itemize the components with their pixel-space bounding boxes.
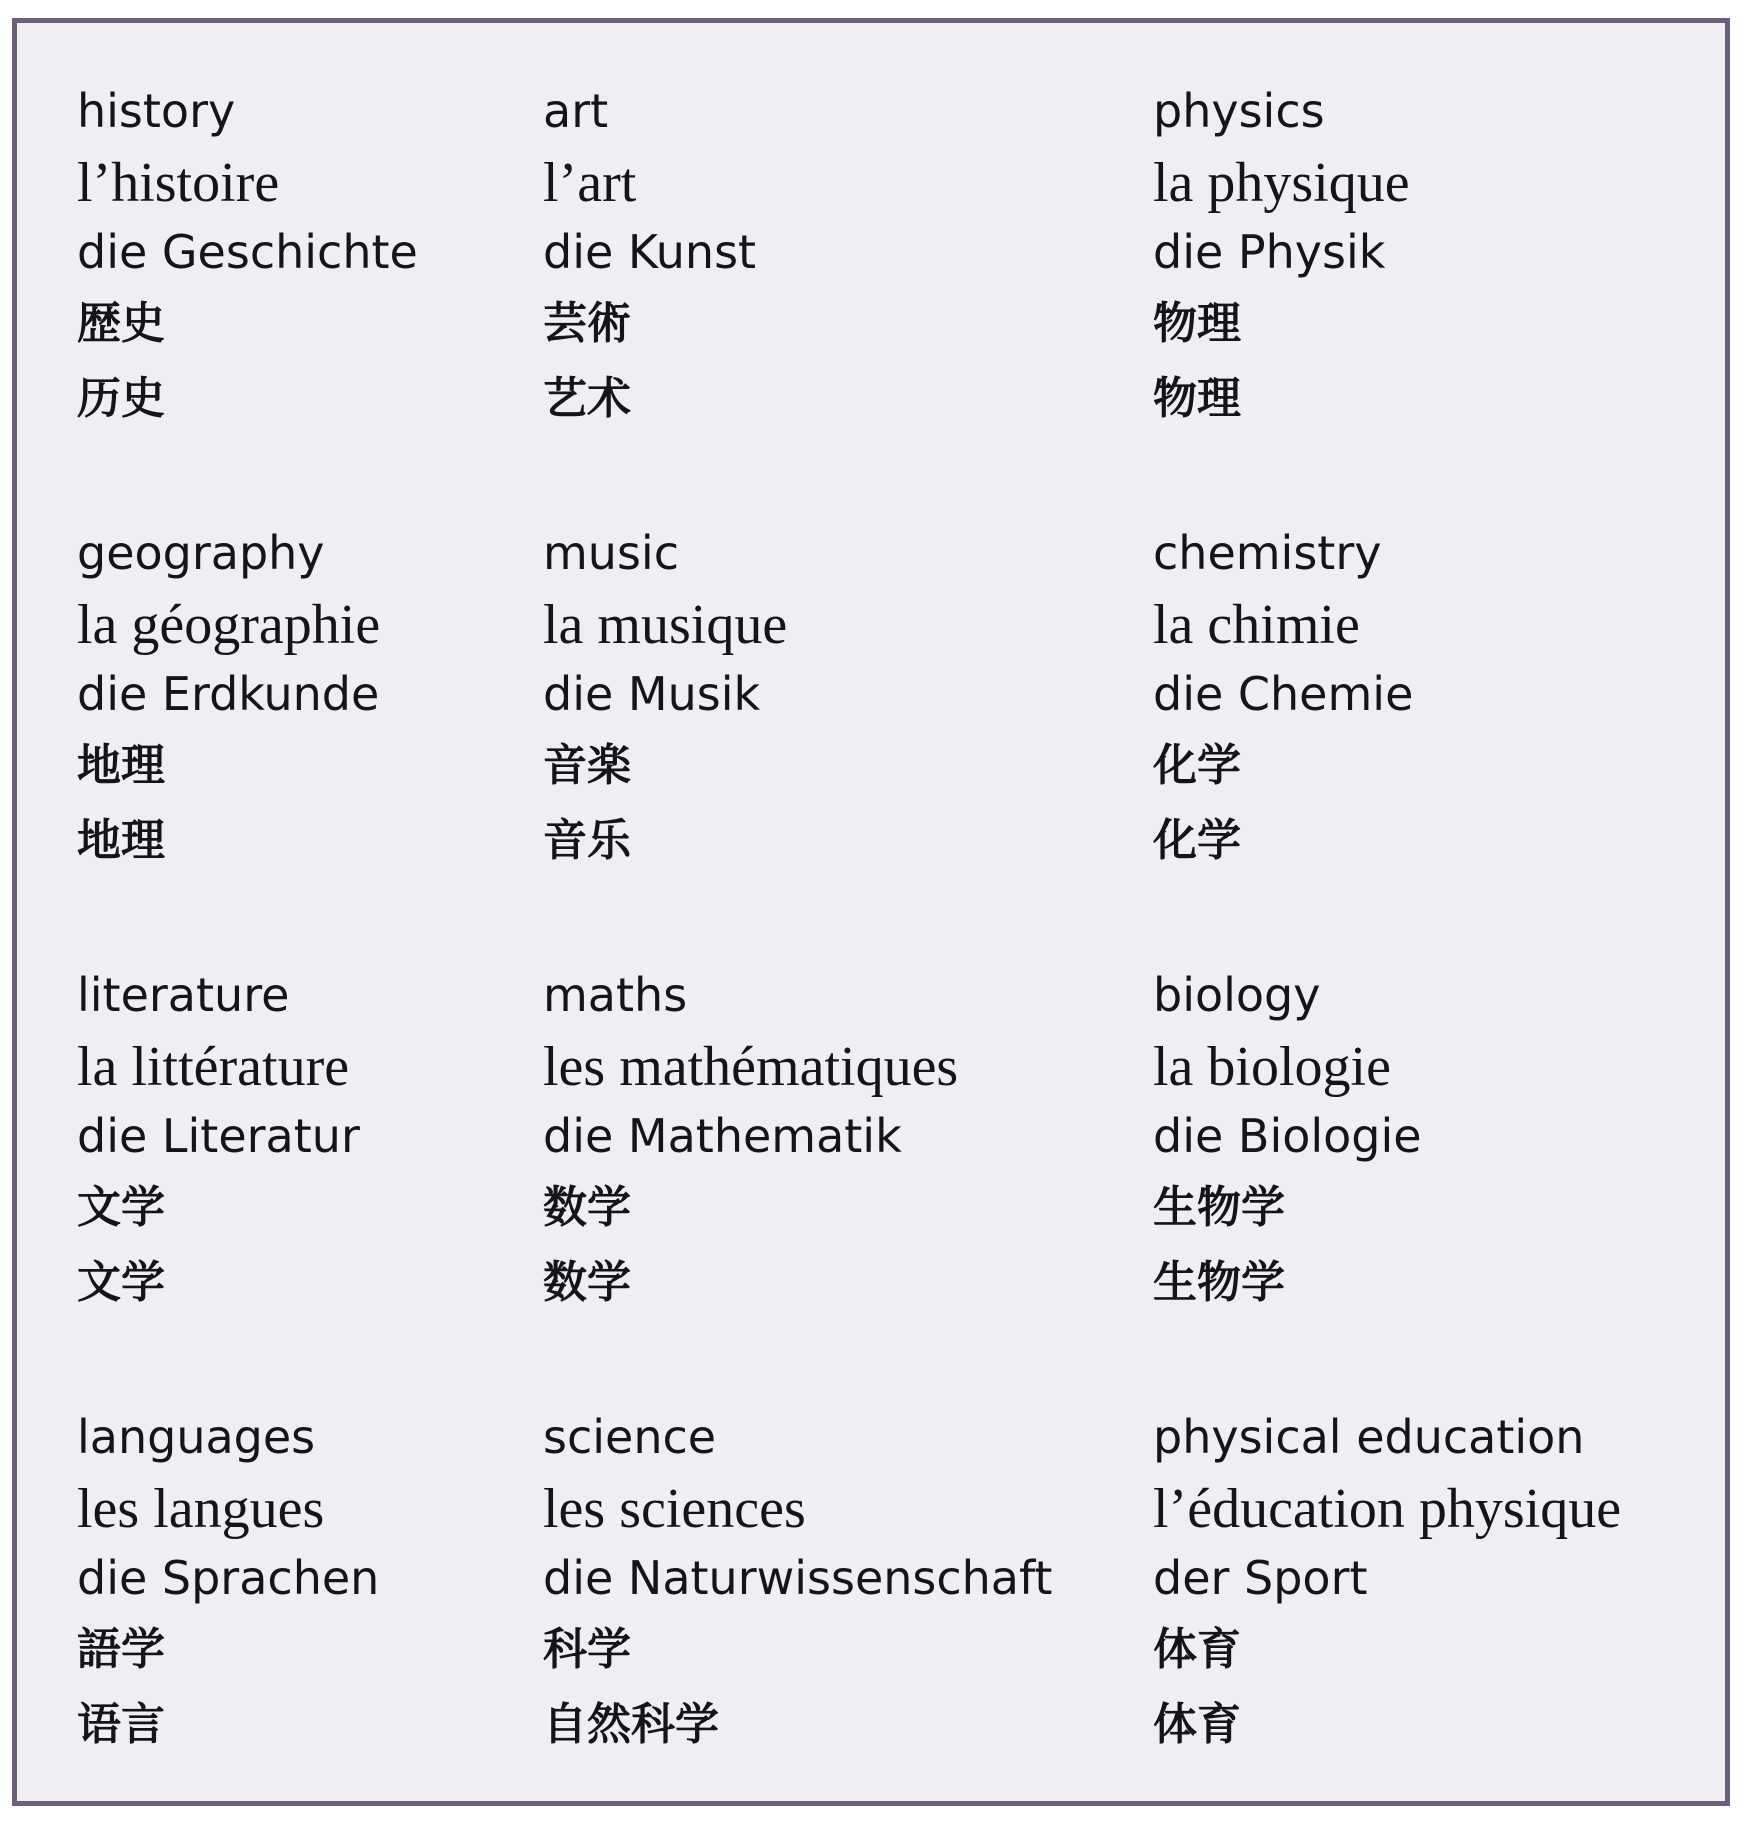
chinese-term: 音乐 [543,815,631,866]
french-term: l’histoire [77,152,280,214]
subject-entry-physical-education [1153,1409,1713,1829]
french-term: la musique [543,594,788,656]
english-term: maths [543,968,688,1022]
german-term: die Literatur [77,1109,360,1163]
chinese-term: 地理 [77,815,165,866]
japanese-term: 科学 [543,1624,631,1675]
english-term: music [543,526,680,580]
german-term: die Sprachen [77,1551,380,1605]
german-term: die Erdkunde [77,667,380,721]
japanese-term: 芸術 [543,298,631,349]
subject-entry-chemistry [1153,525,1713,945]
english-term: literature [77,968,290,1022]
japanese-term: 数学 [543,1182,631,1233]
french-term: la physique [1153,152,1410,214]
english-term: art [543,84,609,138]
french-term: les sciences [543,1478,806,1540]
english-term: history [77,84,236,138]
japanese-term: 物理 [1153,298,1241,349]
french-term: l’éducation physique [1153,1478,1622,1540]
japanese-term: 語学 [77,1624,165,1675]
chinese-term: 数学 [543,1257,631,1308]
chinese-term: 艺术 [543,373,631,424]
german-term: die Kunst [543,225,757,279]
chinese-term: 文学 [77,1257,165,1308]
chinese-term: 体育 [1153,1699,1241,1750]
english-term: physical education [1153,1410,1585,1464]
french-term: l’art [543,152,637,214]
french-term: la géographie [77,594,381,656]
japanese-term: 地理 [77,740,165,791]
english-term: geography [77,526,325,580]
german-term: die Physik [1153,225,1386,279]
japanese-term: 生物学 [1153,1182,1285,1233]
japanese-term: 文学 [77,1182,165,1233]
vocabulary-panel [12,18,1730,1806]
chinese-term: 自然科学 [543,1699,719,1750]
subject-entry-maths [543,967,1103,1387]
german-term: die Chemie [1153,667,1414,721]
german-term: der Sport [1153,1551,1368,1605]
subject-entry-science [543,1409,1103,1829]
german-term: die Biologie [1153,1109,1422,1163]
german-term: die Mathematik [543,1109,902,1163]
chinese-term: 物理 [1153,373,1241,424]
french-term: les mathématiques [543,1036,959,1098]
english-term: languages [77,1410,316,1464]
german-term: die Naturwissenschaft [543,1551,1053,1605]
french-term: la littérature [77,1036,350,1098]
subject-entry-biology [1153,967,1713,1387]
chinese-term: 语言 [77,1699,165,1750]
german-term: die Geschichte [77,225,418,279]
english-term: biology [1153,968,1321,1022]
chinese-term: 生物学 [1153,1257,1285,1308]
subject-entry-art [543,83,1103,503]
japanese-term: 音楽 [543,740,631,791]
french-term: la biologie [1153,1036,1391,1098]
japanese-term: 歴史 [77,298,165,349]
chinese-term: 历史 [77,373,165,424]
subject-entry-physics [1153,83,1713,503]
japanese-term: 体育 [1153,1624,1241,1675]
subject-entry-music [543,525,1103,945]
german-term: die Musik [543,667,761,721]
french-term: les langues [77,1478,325,1540]
english-term: science [543,1410,717,1464]
japanese-term: 化学 [1153,740,1241,791]
english-term: chemistry [1153,526,1382,580]
chinese-term: 化学 [1153,815,1241,866]
french-term: la chimie [1153,594,1360,656]
english-term: physics [1153,84,1325,138]
